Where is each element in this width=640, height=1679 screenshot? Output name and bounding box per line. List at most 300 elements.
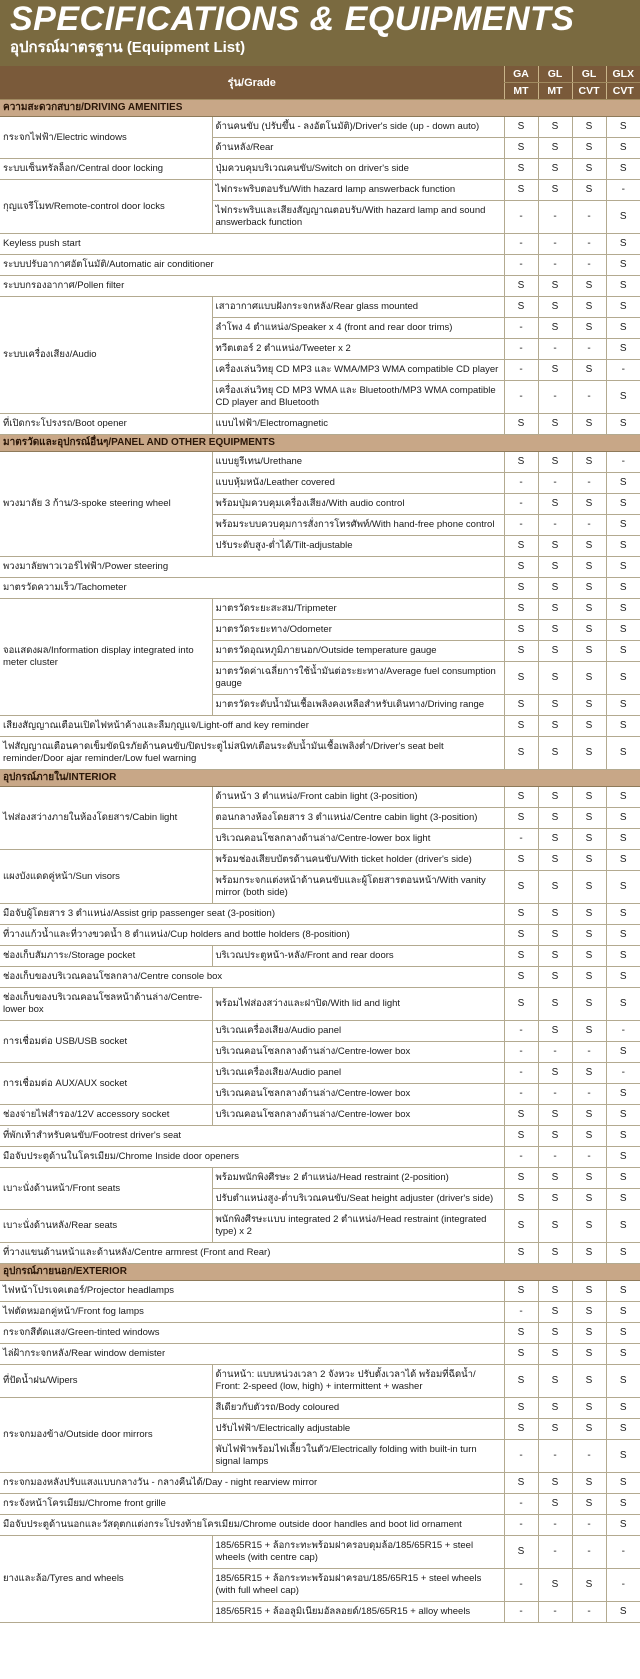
availability-value: - <box>572 1602 606 1623</box>
feature-detail: ด้านหน้า 3 ตำแหน่ง/Front cabin light (3-position) <box>212 787 504 808</box>
feature-label: ที่พักเท้าสำหรับคนขับ/Footrest driver's seat <box>0 1126 504 1147</box>
availability-value: S <box>538 414 572 435</box>
availability-value: S <box>606 808 640 829</box>
availability-value: - <box>606 180 640 201</box>
feature-detail: บริเวณคอนโซลกลางด้านล่าง/Centre-lower box <box>212 1105 504 1126</box>
table-row <box>0 1302 640 1323</box>
availability-value: S <box>572 180 606 201</box>
availability-value: S <box>572 117 606 138</box>
availability-value: S <box>538 988 572 1021</box>
feature-detail: ทวีตเตอร์ 2 ตำแหน่ง/Tweeter x 2 <box>212 339 504 360</box>
availability-value: S <box>606 988 640 1021</box>
feature-detail: บริเวณคอนโซลกลางด้านล่าง/Centre-lower box light <box>212 829 504 850</box>
availability-value: S <box>572 452 606 473</box>
availability-value: S <box>538 1168 572 1189</box>
availability-value: S <box>538 1323 572 1344</box>
feature-detail: ปรับตำแหน่งสูง-ต่ำบริเวณคนขับ/Seat height adjuster (driver's side) <box>212 1189 504 1210</box>
availability-value: S <box>606 946 640 967</box>
availability-value: - <box>504 201 538 234</box>
availability-value: S <box>572 641 606 662</box>
availability-value: - <box>572 515 606 536</box>
availability-value: S <box>504 138 538 159</box>
feature-detail: เสาอากาศแบบฝังกระจกหลัง/Rear glass mounted <box>212 297 504 318</box>
availability-value: S <box>572 1189 606 1210</box>
availability-value: - <box>572 1084 606 1105</box>
feature-detail: พนักพิงศีรษะแบบ integrated 2 ตำแหน่ง/Head restraint (integrated type) x 2 <box>212 1210 504 1243</box>
availability-value: S <box>606 255 640 276</box>
table-row <box>0 737 640 770</box>
availability-value: S <box>606 1281 640 1302</box>
availability-value: S <box>606 473 640 494</box>
availability-value: - <box>538 1147 572 1168</box>
availability-value: S <box>504 578 538 599</box>
availability-value: S <box>606 1210 640 1243</box>
availability-value: S <box>538 452 572 473</box>
availability-value: - <box>538 1602 572 1623</box>
table-row <box>0 716 640 737</box>
feature-detail: แบบยูรีเทน/Urethane <box>212 452 504 473</box>
availability-value: - <box>504 234 538 255</box>
availability-value: S <box>572 297 606 318</box>
availability-value: - <box>504 1042 538 1063</box>
availability-value: S <box>606 904 640 925</box>
availability-value: S <box>572 1398 606 1419</box>
availability-value: S <box>606 1105 640 1126</box>
availability-value: S <box>606 737 640 770</box>
feature-detail: 185/65R15 + ล้อกระทะพร้อมฝาครอบดุมล้อ/185/65R15 + steel wheels (with centre cap) <box>212 1536 504 1569</box>
availability-value: S <box>504 737 538 770</box>
availability-value: S <box>606 1473 640 1494</box>
availability-value: S <box>606 578 640 599</box>
availability-value: S <box>572 1323 606 1344</box>
availability-value: S <box>606 695 640 716</box>
availability-value: S <box>606 850 640 871</box>
feature-label: ที่ปัดน้ำฝน/Wipers <box>0 1365 212 1398</box>
availability-value: S <box>606 1042 640 1063</box>
availability-value: S <box>504 946 538 967</box>
table-row <box>0 1398 640 1419</box>
availability-value: S <box>572 716 606 737</box>
table-row <box>0 1021 640 1042</box>
availability-value: S <box>606 641 640 662</box>
availability-value: S <box>538 117 572 138</box>
availability-value: - <box>572 234 606 255</box>
availability-value: S <box>504 452 538 473</box>
availability-value: S <box>606 599 640 620</box>
availability-value: S <box>504 1473 538 1494</box>
feature-label: กระจกไฟฟ้า/Electric windows <box>0 117 212 159</box>
feature-detail: พร้อมปุ่มควบคุมเครื่องเสียง/With audio control <box>212 494 504 515</box>
availability-value: S <box>606 1084 640 1105</box>
availability-value: S <box>538 1021 572 1042</box>
availability-value: - <box>572 1536 606 1569</box>
availability-value: - <box>504 339 538 360</box>
availability-value: S <box>572 925 606 946</box>
feature-label: ช่องเก็บของบริเวณคอนโซลกลาง/Centre console box <box>0 967 504 988</box>
availability-value: - <box>538 1084 572 1105</box>
availability-value: S <box>606 318 640 339</box>
availability-value: S <box>572 620 606 641</box>
feature-detail: ปุ่มควบคุมบริเวณคนขับ/Switch on driver's side <box>212 159 504 180</box>
hero-banner <box>0 0 640 66</box>
availability-value: S <box>538 808 572 829</box>
section-header <box>0 100 640 117</box>
availability-value: S <box>504 276 538 297</box>
availability-value: S <box>538 318 572 339</box>
availability-value: S <box>606 967 640 988</box>
table-row <box>0 1147 640 1168</box>
availability-value: S <box>606 1302 640 1323</box>
availability-value: - <box>504 1569 538 1602</box>
availability-value: S <box>538 662 572 695</box>
table-row <box>0 159 640 180</box>
availability-value: S <box>572 159 606 180</box>
availability-value: S <box>606 234 640 255</box>
availability-value: - <box>538 1536 572 1569</box>
feature-label: ช่องจ่ายไฟสำรอง/12V accessory socket <box>0 1105 212 1126</box>
availability-value: - <box>504 1063 538 1084</box>
availability-value: S <box>504 808 538 829</box>
availability-value: S <box>538 904 572 925</box>
availability-value: S <box>606 536 640 557</box>
table-row <box>0 1494 640 1515</box>
availability-value: - <box>538 1515 572 1536</box>
feature-label: การเชื่อมต่อ AUX/AUX socket <box>0 1063 212 1105</box>
feature-detail: 185/65R15 + ล้อกระทะพร้อมฝาครอบ/185/65R15 + steel wheels (with full wheel cap) <box>212 1569 504 1602</box>
availability-value: S <box>606 414 640 435</box>
availability-value: - <box>572 473 606 494</box>
availability-value: S <box>504 641 538 662</box>
availability-value: S <box>538 620 572 641</box>
feature-detail: ปรับไฟฟ้า/Electrically adjustable <box>212 1419 504 1440</box>
feature-label: ไฟหน้าโปรเจคเตอร์/Projector headlamps <box>0 1281 504 1302</box>
feature-label: การเชื่อมต่อ USB/USB socket <box>0 1021 212 1063</box>
availability-value: S <box>572 557 606 578</box>
availability-value: S <box>504 1168 538 1189</box>
availability-value: - <box>504 1302 538 1323</box>
availability-value: S <box>504 1189 538 1210</box>
feature-detail: พร้อมระบบควบคุมการสั่งการโทรศัพท์/With hand-free phone control <box>212 515 504 536</box>
availability-value: S <box>572 276 606 297</box>
availability-value: S <box>606 339 640 360</box>
feature-detail: มาตรวัดอุณหภูมิภายนอก/Outside temperature gauge <box>212 641 504 662</box>
availability-value: - <box>504 1602 538 1623</box>
table-row <box>0 1063 640 1084</box>
table-row <box>0 180 640 201</box>
grade-name: GL <box>538 66 572 83</box>
availability-value: S <box>538 557 572 578</box>
feature-detail: มาตรวัดระยะสะสม/Tripmeter <box>212 599 504 620</box>
availability-value: S <box>504 1365 538 1398</box>
availability-value: S <box>538 1243 572 1264</box>
table-row <box>0 276 640 297</box>
availability-value: S <box>606 1440 640 1473</box>
feature-label: เสียงสัญญาณเตือนเปิดไฟหน้าค้างและลืมกุญแจ/Light-off and key reminder <box>0 716 504 737</box>
availability-value: S <box>538 276 572 297</box>
availability-value: S <box>504 159 538 180</box>
availability-value: S <box>606 1323 640 1344</box>
feature-detail: เครื่องเล่นวิทยุ CD MP3 WMA และ Bluetooth/MP3 WMA compatible CD player and Bluetooth <box>212 381 504 414</box>
feature-label: ยางและล้อ/Tyres and wheels <box>0 1536 212 1623</box>
availability-value: S <box>504 850 538 871</box>
availability-value: - <box>504 1147 538 1168</box>
availability-value: S <box>504 1323 538 1344</box>
availability-value: S <box>572 1126 606 1147</box>
feature-label: กระจกมองข้าง/Outside door mirrors <box>0 1398 212 1473</box>
availability-value: S <box>538 716 572 737</box>
availability-value: S <box>572 1281 606 1302</box>
availability-value: S <box>538 695 572 716</box>
availability-value: S <box>538 737 572 770</box>
availability-value: - <box>504 360 538 381</box>
feature-label: พวงมาลัย 3 ก้าน/3-spoke steering wheel <box>0 452 212 557</box>
table-row <box>0 967 640 988</box>
availability-value: S <box>504 1398 538 1419</box>
availability-value: S <box>538 599 572 620</box>
availability-value: - <box>606 1063 640 1084</box>
availability-value: S <box>572 662 606 695</box>
availability-value: - <box>572 255 606 276</box>
availability-value: S <box>606 1189 640 1210</box>
table-row <box>0 925 640 946</box>
availability-value: S <box>572 871 606 904</box>
availability-value: S <box>606 662 640 695</box>
availability-value: S <box>538 360 572 381</box>
feature-detail: บริเวณเครื่องเสียง/Audio panel <box>212 1063 504 1084</box>
availability-value: - <box>538 1440 572 1473</box>
feature-detail: พับไฟฟ้าพร้อมไฟเลี้ยวในตัว/Electrically folding with built-in turn signal lamps <box>212 1440 504 1473</box>
availability-value: S <box>572 138 606 159</box>
feature-detail: พร้อมกระจกแต่งหน้าด้านคนขับและผู้โดยสารตอนหน้า/With vanity mirror (both side) <box>212 871 504 904</box>
feature-label: ไฟสัญญาณเตือนคาดเข็มขัดนิรภัยด้านคนขับ/ปิดประตูไม่สนิท/เตือนระดับน้ำมันเชื้อเพลิงต่ำ/Driver's seat belt reminder/Door ajar reminder/Low fuel warning <box>0 737 504 770</box>
feature-label: ระบบเครื่องเสียง/Audio <box>0 297 212 414</box>
availability-value: S <box>606 925 640 946</box>
table-row <box>0 1344 640 1365</box>
availability-value: S <box>572 536 606 557</box>
availability-value: S <box>504 1281 538 1302</box>
availability-value: - <box>504 1084 538 1105</box>
availability-value: S <box>606 1344 640 1365</box>
availability-value: S <box>606 1602 640 1623</box>
availability-value: - <box>606 452 640 473</box>
table-row <box>0 599 640 620</box>
availability-value: S <box>538 1063 572 1084</box>
section-title: อุปกรณ์ภายใน/INTERIOR <box>0 770 640 787</box>
feature-detail: ปรับระดับสูง-ต่ำได้/Tilt-adjustable <box>212 536 504 557</box>
availability-value: S <box>572 1419 606 1440</box>
availability-value: S <box>572 1494 606 1515</box>
table-row <box>0 1515 640 1536</box>
availability-value: S <box>504 620 538 641</box>
availability-value: S <box>538 1210 572 1243</box>
section-header <box>0 435 640 452</box>
availability-value: S <box>538 787 572 808</box>
table-row <box>0 1473 640 1494</box>
grade-name: GA <box>504 66 538 83</box>
availability-value: S <box>504 117 538 138</box>
feature-label: กุญแจรีโมท/Remote-control door locks <box>0 180 212 234</box>
availability-value: S <box>606 1515 640 1536</box>
section-title: มาตรวัดและอุปกรณ์อื่นๆ/PANEL AND OTHER EQUIPMENTS <box>0 435 640 452</box>
transmission-name: CVT <box>572 83 606 100</box>
feature-label: ระบบกรองอากาศ/Pollen filter <box>0 276 504 297</box>
availability-value: S <box>504 599 538 620</box>
availability-value: S <box>572 967 606 988</box>
availability-value: - <box>504 318 538 339</box>
availability-value: S <box>504 536 538 557</box>
availability-value: S <box>504 871 538 904</box>
table-row <box>0 1105 640 1126</box>
feature-detail: พร้อมช่องเสียบบัตรด้านคนขับ/With ticket holder (driver's side) <box>212 850 504 871</box>
availability-value: S <box>572 850 606 871</box>
availability-value: S <box>572 1569 606 1602</box>
availability-value: S <box>538 1281 572 1302</box>
availability-value: S <box>572 988 606 1021</box>
transmission-name: CVT <box>606 83 640 100</box>
availability-value: S <box>504 695 538 716</box>
feature-detail: พร้อมพนักพิงศีรษะ 2 ตำแหน่ง/Head restraint (2-position) <box>212 1168 504 1189</box>
feature-label: มือจับประตูด้านนอกและวัสดุตกแต่งกระโปรงท้ายโครเมียม/Chrome outside door handles and boot lid ornament <box>0 1515 504 1536</box>
availability-value: S <box>606 515 640 536</box>
availability-value: S <box>572 1105 606 1126</box>
availability-value: S <box>606 1126 640 1147</box>
availability-value: S <box>606 381 640 414</box>
feature-detail: เครื่องเล่นวิทยุ CD MP3 และ WMA/MP3 WMA compatible CD player <box>212 360 504 381</box>
availability-value: S <box>572 1344 606 1365</box>
availability-value: S <box>572 1365 606 1398</box>
feature-label: ไฟส่องสว่างภายในห้องโดยสาร/Cabin light <box>0 787 212 850</box>
availability-value: S <box>538 1189 572 1210</box>
table-row <box>0 452 640 473</box>
table-row <box>0 1126 640 1147</box>
feature-label: ระบบเซ็นทรัลล็อก/Central door locking <box>0 159 212 180</box>
availability-value: S <box>606 871 640 904</box>
availability-value: S <box>606 494 640 515</box>
feature-detail: ด้านหน้า: แบบหน่วงเวลา 2 จังหวะ ปรับตั้งเวลาได้ พร้อมที่ฉีดน้ำ/ Front: 2-speed (low, high) + intermittent + washer <box>212 1365 504 1398</box>
availability-value: S <box>504 1210 538 1243</box>
availability-value: S <box>572 1021 606 1042</box>
feature-label: Keyless push start <box>0 234 504 255</box>
availability-value: S <box>538 871 572 904</box>
availability-value: S <box>538 159 572 180</box>
availability-value: S <box>572 808 606 829</box>
availability-value: S <box>504 1126 538 1147</box>
availability-value: - <box>538 201 572 234</box>
availability-value: S <box>572 1243 606 1264</box>
feature-label: กระจังหน้าโครเมียม/Chrome front grille <box>0 1494 504 1515</box>
availability-value: - <box>504 1515 538 1536</box>
availability-value: S <box>606 138 640 159</box>
feature-label: เบาะนั่งด้านหลัง/Rear seats <box>0 1210 212 1243</box>
availability-value: - <box>606 1021 640 1042</box>
feature-detail: บริเวณประตูหน้า-หลัง/Front and rear doors <box>212 946 504 967</box>
feature-label: มือจับประตูด้านในโครเมียม/Chrome Inside door openers <box>0 1147 504 1168</box>
feature-label: กระจกมองหลังปรับแสงแบบกลางวัน - กลางคืนได้/Day - night rearview mirror <box>0 1473 504 1494</box>
feature-detail: มาตรวัดค่าเฉลี่ยการใช้น้ำมันต่อระยะทาง/Average fuel consumption gauge <box>212 662 504 695</box>
availability-value: S <box>504 1243 538 1264</box>
availability-value: S <box>504 967 538 988</box>
availability-value: - <box>504 1021 538 1042</box>
availability-value: S <box>606 829 640 850</box>
availability-value: S <box>572 1210 606 1243</box>
table-row <box>0 946 640 967</box>
availability-value: S <box>538 1302 572 1323</box>
feature-detail: มาตรวัดระดับน้ำมันเชื้อเพลิงคงเหลือสำหรับเดินทาง/Driving range <box>212 695 504 716</box>
table-row <box>0 850 640 871</box>
availability-value: S <box>538 850 572 871</box>
feature-detail: ตอนกลางห้องโดยสาร 3 ตำแหน่ง/Centre cabin light (3-position) <box>212 808 504 829</box>
availability-value: S <box>606 201 640 234</box>
availability-value: S <box>504 904 538 925</box>
grade-name: GLX <box>606 66 640 83</box>
table-row <box>0 787 640 808</box>
availability-value: S <box>538 1419 572 1440</box>
table-row <box>0 1365 640 1398</box>
availability-value: - <box>504 1440 538 1473</box>
availability-value: S <box>538 1494 572 1515</box>
availability-value: - <box>572 339 606 360</box>
feature-detail: พร้อมไฟส่องสว่างและฝาปิด/With lid and light <box>212 988 504 1021</box>
availability-value: S <box>538 1365 572 1398</box>
table-row <box>0 1243 640 1264</box>
feature-detail: มาตรวัดระยะทาง/Odometer <box>212 620 504 641</box>
feature-detail: บริเวณคอนโซลกลางด้านล่าง/Centre-lower box <box>212 1084 504 1105</box>
feature-label: ที่วางแก้วน้ำและที่วางขวดน้ำ 8 ตำแหน่ง/Cup holders and bottle holders (8-position) <box>0 925 504 946</box>
feature-detail: ไฟกระพริบและเสียงสัญญาณตอบรับ/With hazard lamp and sound answerback function <box>212 201 504 234</box>
availability-value: - <box>538 381 572 414</box>
availability-value: - <box>572 381 606 414</box>
availability-value: S <box>572 494 606 515</box>
availability-value: - <box>504 473 538 494</box>
feature-label: จอแสดงผล/Information display integrated into meter cluster <box>0 599 212 716</box>
availability-value: S <box>606 276 640 297</box>
availability-value: - <box>538 1042 572 1063</box>
feature-label: แผงบังแดดคู่หน้า/Sun visors <box>0 850 212 904</box>
availability-value: S <box>606 1398 640 1419</box>
feature-label: มาตรวัดความเร็ว/Tachometer <box>0 578 504 599</box>
availability-value: S <box>572 1063 606 1084</box>
table-row <box>0 578 640 599</box>
availability-value: - <box>606 1536 640 1569</box>
availability-value: S <box>606 1494 640 1515</box>
availability-value: - <box>572 1440 606 1473</box>
availability-value: - <box>504 255 538 276</box>
availability-value: S <box>504 1105 538 1126</box>
feature-detail: แบบไฟฟ้า/Electromagnetic <box>212 414 504 435</box>
availability-value: S <box>606 1147 640 1168</box>
availability-value: S <box>572 318 606 339</box>
feature-detail: ด้านคนขับ (ปรับขึ้น - ลงอัตโนมัติ)/Driver's side (up - down auto) <box>212 117 504 138</box>
feature-label: ช่องเก็บสัมภาระ/Storage pocket <box>0 946 212 967</box>
feature-label: พวงมาลัยพาวเวอร์ไฟฟ้า/Power steering <box>0 557 504 578</box>
availability-value: S <box>572 1302 606 1323</box>
availability-value: S <box>572 1168 606 1189</box>
section-title: อุปกรณ์ภายนอก/EXTERIOR <box>0 1264 640 1281</box>
availability-value: S <box>538 1473 572 1494</box>
feature-label: มือจับผู้โดยสาร 3 ตำแหน่ง/Assist grip passenger seat (3-position) <box>0 904 504 925</box>
feature-detail: ลำโพง 4 ตำแหน่ง/Speaker x 4 (front and rear door trims) <box>212 318 504 339</box>
feature-label: ที่วางแขนด้านหน้าและด้านหลัง/Centre armrest (Front and Rear) <box>0 1243 504 1264</box>
availability-value: S <box>504 557 538 578</box>
feature-detail: สีเดียวกับตัวรถ/Body coloured <box>212 1398 504 1419</box>
availability-value: S <box>538 1569 572 1602</box>
availability-value: S <box>538 1398 572 1419</box>
availability-value: - <box>572 201 606 234</box>
table-row <box>0 255 640 276</box>
availability-value: S <box>606 620 640 641</box>
availability-value: S <box>572 787 606 808</box>
availability-value: S <box>504 662 538 695</box>
